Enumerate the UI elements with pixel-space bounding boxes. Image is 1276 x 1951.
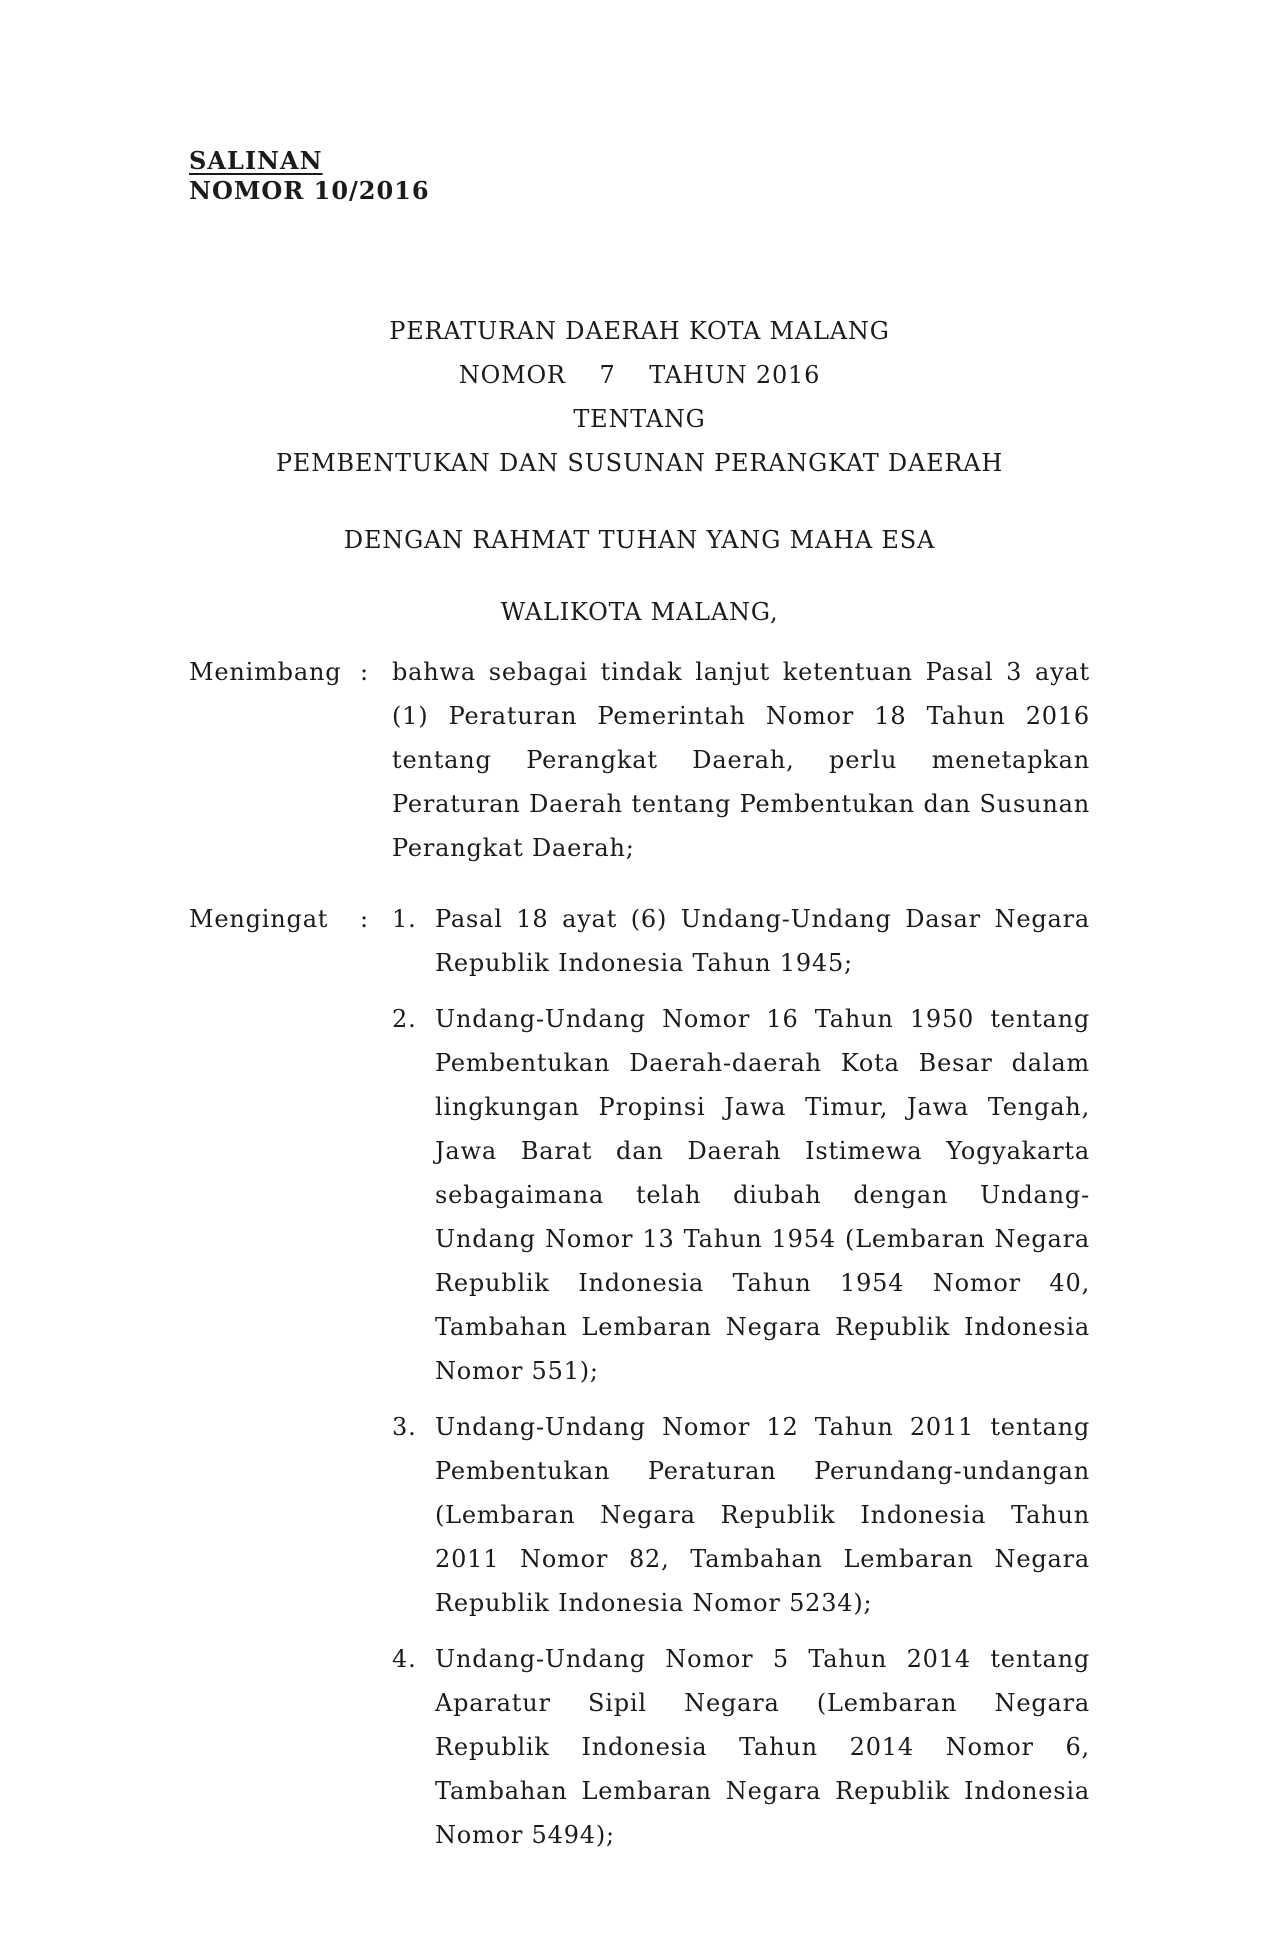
- stamp-nomor-line: NOMOR 10/2016: [189, 176, 430, 205]
- item-number: 3.: [392, 1413, 417, 1441]
- item-text: Pasal 18 ayat (6) Undang-Undang Dasar Negara Republik Indonesia Tahun 1945;: [435, 905, 1090, 977]
- item-text: Undang-Undang Nomor 5 Tahun 2014 tentang Aparatur Sipil Negara (Lembaran Negara Republik Indonesia Tahun 2014 Nomor 6, Tambahan Lembaran Negara Republik Indonesia Nomor 5494);: [435, 1645, 1090, 1849]
- title-tentang: TENTANG: [573, 405, 706, 433]
- salinan-label: SALINAN: [189, 146, 323, 175]
- legal-basis-section: [189, 897, 1090, 1857]
- document-title-block: [189, 309, 1090, 485]
- stamp-salinan-line: [189, 146, 1090, 176]
- copy-stamp: [189, 146, 1090, 206]
- considering-paragraph: bahwa sebagai tindak lanjut ketentuan Pasal 3 ayat (1) Peraturan Pemerintah Nomor 18 Tahun 2016 tentang Perangkat Daerah, perlu menetapkan Peraturan Daerah tentang Pembentukan dan Susunan Perangkat Daerah;: [392, 658, 1090, 862]
- item-number: 2.: [392, 1005, 417, 1033]
- considering-section: [189, 650, 1090, 870]
- item-text: Undang-Undang Nomor 16 Tahun 1950 tentang Pembentukan Daerah-daerah Kota Besar dalam lingkungan Propinsi Jawa Timur, Jawa Tengah, Jawa Barat dan Daerah Istimewa Yogyakarta sebagaimana telah diubah dengan Undang-Undang Nomor 13 Tahun 1954 (Lembaran Negara Republik Indonesia Tahun 1954 Nomor 40, Tambahan Lembaran Negara Republik Indonesia Nomor 551);: [435, 1005, 1090, 1385]
- legal-basis-item: [392, 1637, 1090, 1857]
- legal-basis-item: [392, 897, 1090, 985]
- legal-basis-list: [392, 897, 1090, 1857]
- item-number: 1.: [392, 905, 417, 933]
- title-subject: PEMBENTUKAN DAN SUSUNAN PERANGKAT DAERAH: [275, 449, 1004, 477]
- legal-basis-item: [392, 997, 1090, 1393]
- authority-line: WALIKOTA MALANG,: [500, 598, 779, 626]
- legal-basis-colon: :: [360, 905, 369, 933]
- item-text: Undang-Undang Nomor 12 Tahun 2011 tentang Pembentukan Peraturan Perundang-undangan (Lembaran Negara Republik Indonesia Tahun 2011 Nomor 82, Tambahan Lembaran Negara Republik Indonesia Nomor 5234);: [435, 1413, 1090, 1617]
- title-regulation-number: NOMOR 7 TAHUN 2016: [458, 361, 821, 389]
- title-regulation-name: PERATURAN DAERAH KOTA MALANG: [389, 317, 890, 345]
- considering-content: [392, 650, 1090, 870]
- legal-basis-label: Mengingat: [189, 905, 329, 933]
- considering-colon: :: [360, 658, 369, 686]
- item-number: 4.: [392, 1645, 417, 1673]
- legal-basis-item: [392, 1405, 1090, 1625]
- invocation-line: DENGAN RAHMAT TUHAN YANG MAHA ESA: [343, 526, 936, 554]
- considering-label: Menimbang: [189, 658, 342, 686]
